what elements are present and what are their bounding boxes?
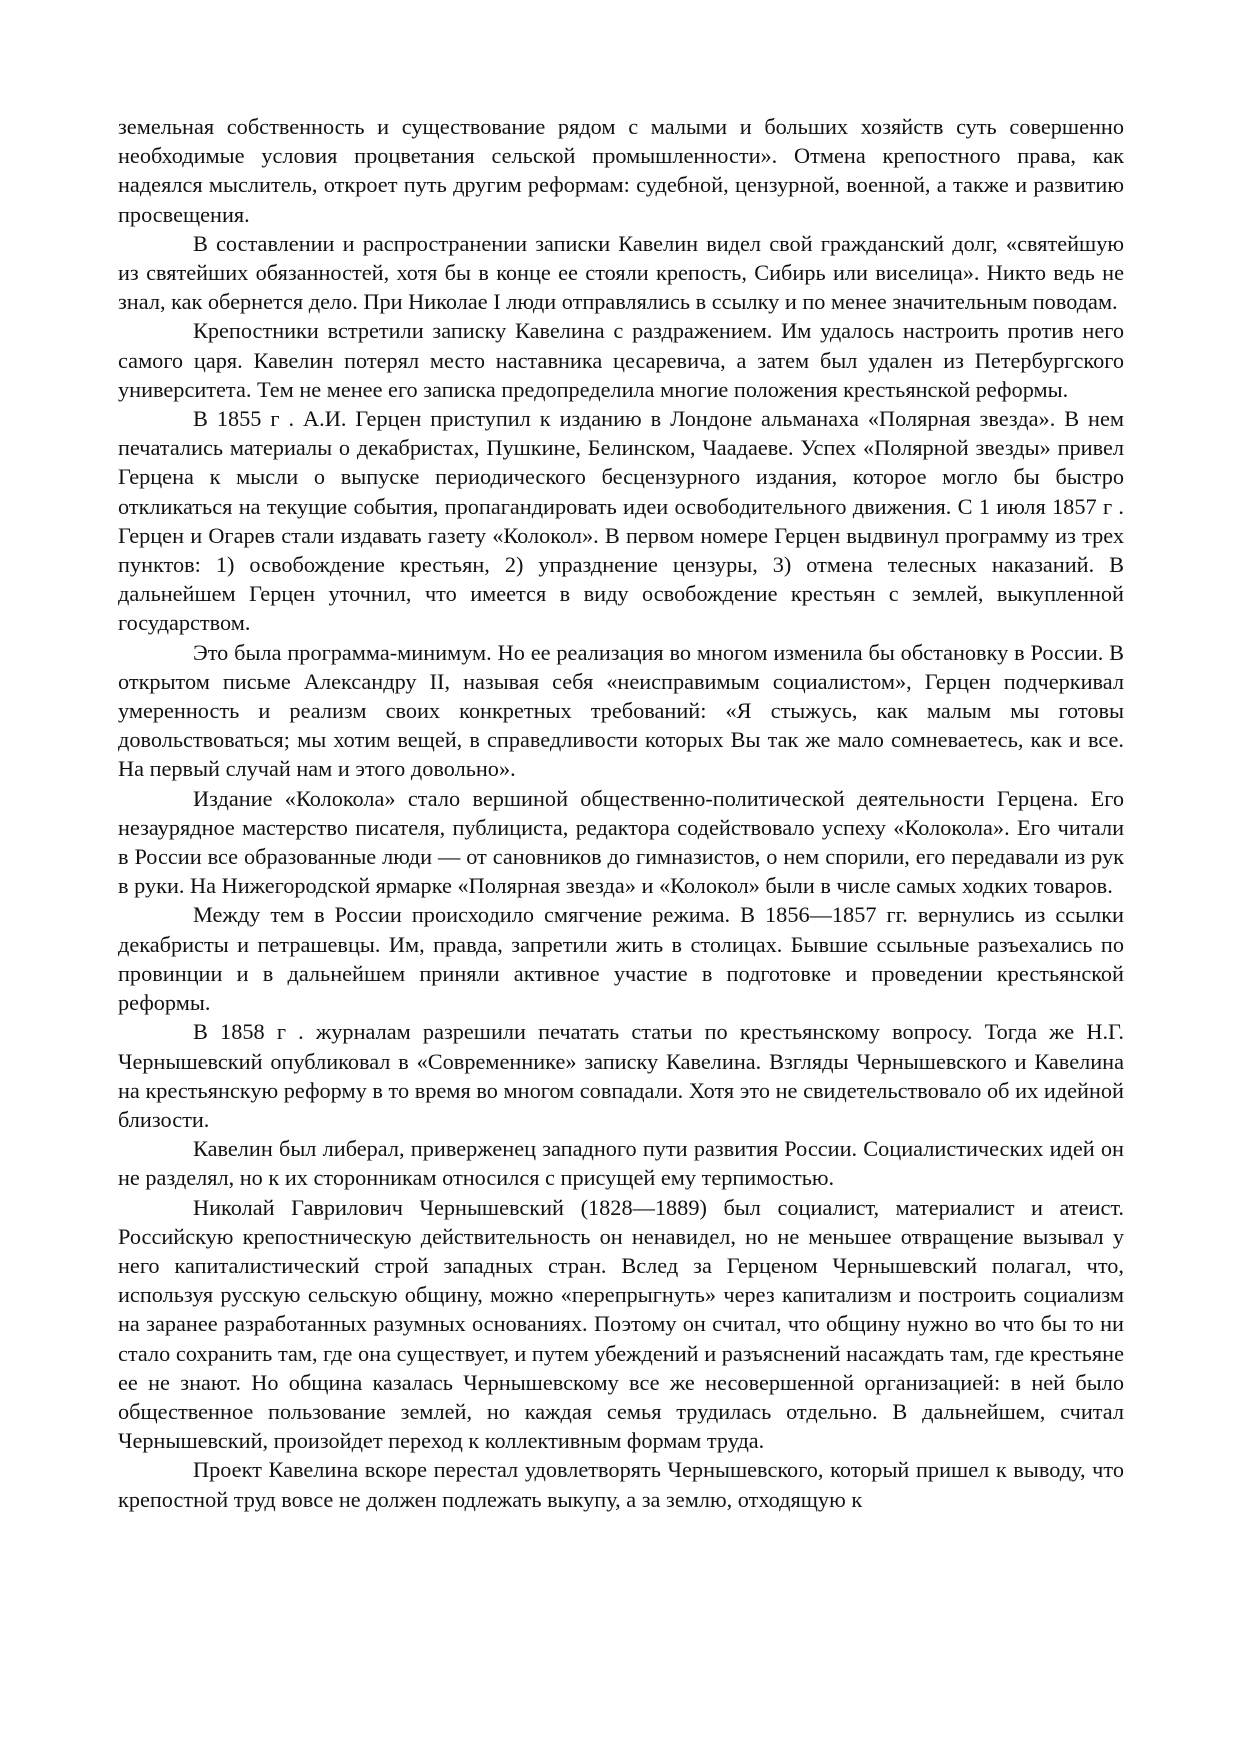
paragraph-4: В 1855 г . А.И. Герцен приступил к изданию в Лондоне альманаха «Полярная звезда». В нем печатались материалы о декабристах, Пушкине, Белинском, Чаадаеве. Успех «Полярной звезды» привел Герцена к мысли о выпуске периодического бесцензурного издания, которое могло бы быстро откликаться на текущие события, пропагандировать идеи освободительного движения. С 1 июля 1857 г . Герцен и Огарев стали издавать газету «Колокол». В первом номере Герцен выдвинул программу из трех пунктов: 1) освобождение крестьян, 2) упразднение цензуры, 3) отмена телесных наказаний. В дальнейшем Герцен уточнил, что имеется в виду освобождение крестьян с землей, выкупленной государством. — [118, 406, 1124, 636]
paragraph-7: Между тем в России происходило смягчение режима. В 1856—1857 гг. вернулись из ссылки декабристы и петрашевцы. Им, правда, запретили жить в столицах. Бывшие ссыльные разъехались по провинции и в дальнейшем приняли активное участие в подготовке и проведении крестьянской реформы. — [118, 902, 1124, 1016]
paragraph-11: Проект Кавелина вскоре перестал удовлетворять Чернышевского, который пришел к выводу, что крепостной труд вовсе не должен подлежать выкупу, а за землю, отходящую к — [118, 1457, 1124, 1512]
paragraph-5: Это была программа-минимум. Но ее реализация во многом изменила бы обстановку в России. В открытом письме Александру II, называя себя «неисправимым социалистом», Герцен подчеркивал умеренность и реализм своих конкретных требований: «Я стыжусь, как малым мы готовы довольствоваться; мы хотим вещей, в справедливости которых Вы так же мало сомневаетесь, как и все. На первый случай нам и этого довольно». — [118, 639, 1124, 782]
paragraph-2: В составлении и распространении записки Кавелин видел свой гражданский долг, «святейшую из святейших обязанностей, хотя бы в конце ее стояли крепость, Сибирь или виселица». Никто ведь не знал, как обернется дело. При Николае I люди отправлялись в ссылку и по менее значительным поводам. — [118, 230, 1124, 315]
paragraph-8: В 1858 г . журналам разрешили печатать статьи по крестьянскому вопросу. Тогда же Н.Г. Чернышевский опубликовал в «Современнике» записку Кавелина. Взгляды Чернышевского и Кавелина на крестьянскую реформу в то время во многом совпадали. Хотя это не свидетельствовало об их идейной близости. — [118, 1019, 1124, 1132]
paragraph-1: земельная собственность и существование рядом с малыми и больших хозяйств суть совершенно необходимые условия процветания сельской промышленности». Отмена крепостного права, как надеялся мыслитель, откроет путь другим реформам: судебной, цензурной, военной, а также и развитию просвещения. — [118, 114, 1124, 227]
paragraph-9: Кавелин был либерал, приверженец западного пути развития России. Социалистических идей он не разделял, но к их сторонникам относился с присущей ему терпимостью. — [118, 1136, 1124, 1191]
paragraph-10: Николай Гаврилович Чернышевский (1828—1889) был социалист, материалист и атеист. Российскую крепостническую действительность он ненавидел, но не меньшее отвращение вызывал у него капиталистический строй западных стран. Вслед за Герценом Чернышевский полагал, что, используя русскую сельскую общину, можно «перепрыгнуть» через капитализм и построить социализм на заранее разработанных разумных основаниях. Поэтому он считал, что общину нужно во что бы то ни стало сохранить там, где она существует, и путем убеждений и разъяснений насаждать там, где крестьяне ее не знают. Но община казалась Чернышевскому все же несовершенной организацией: в ней было общественное пользование землей, но каждая семья трудилась отдельно. В дальнейшем, считал Чернышевский, произойдет переход к коллективным формам труда. — [118, 1194, 1124, 1454]
paragraph-3: Крепостники встретили записку Кавелина с раздражением. Им удалось настроить против него самого царя. Кавелин потерял место наставника цесаревича, а затем был удален из Петербургского университета. Тем не менее его записка предопределила многие положения крестьянской реформы. — [118, 318, 1124, 402]
document-page — [118, 112, 1124, 1514]
paragraph-6: Издание «Колокола» стало вершиной общественно-политической деятельности Герцена. Его незаурядное мастерство писателя, публициста, редактора содействовало успеху «Колокола». Его читали в России все образованные люди — от сановников до гимназистов, о нем спорили, его передавали из рук в руки. На Нижегородской ярмарке «Полярная звезда» и «Колокол» были в числе самых ходких товаров. — [118, 785, 1124, 899]
